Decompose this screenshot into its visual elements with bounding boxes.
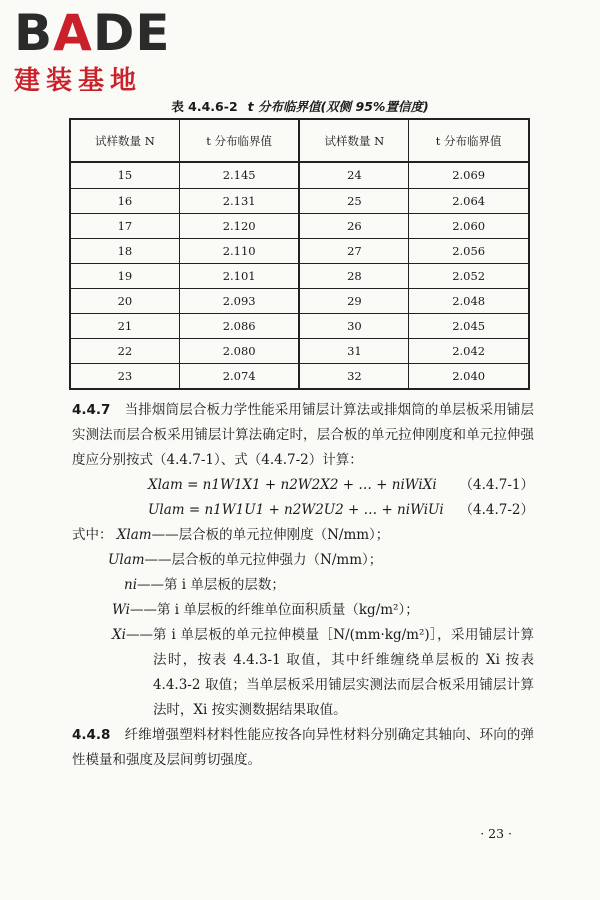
logo-letters-right: DE	[92, 4, 171, 62]
table-number: 表 4.4.6-2	[171, 99, 238, 114]
definition-row	[72, 573, 534, 598]
critical-value-cell: 2.040	[409, 363, 529, 389]
formula-expression: Xlam = n1W1X1 + n2W2X2 + … + niWiXi	[148, 477, 437, 493]
header-critical-value-right: t 分布临界值	[409, 119, 529, 162]
table-header-row	[70, 119, 529, 162]
clause-number: 4.4.8	[72, 727, 111, 743]
critical-value-cell: 2.074	[179, 363, 299, 389]
table-row	[70, 363, 529, 389]
symbol: Wi	[112, 602, 130, 618]
definition-dash: ——	[129, 602, 157, 618]
definition-dash: ——	[151, 527, 179, 543]
critical-value-cell: 2.120	[179, 213, 299, 238]
definition-dash: ——	[137, 577, 165, 593]
clause-number: 4.4.7	[72, 402, 111, 418]
sample-count-cell: 15	[70, 162, 179, 188]
formula-4-4-7-2	[72, 498, 534, 523]
clause-4-4-8	[72, 723, 534, 773]
definition-dash: ——	[125, 627, 153, 643]
body-text	[72, 398, 534, 773]
table-row	[70, 162, 529, 188]
sample-count-cell: 19	[70, 263, 179, 288]
sample-count-cell: 27	[299, 238, 408, 263]
critical-value-cell: 2.064	[409, 188, 529, 213]
logo-mark	[14, 4, 184, 62]
sample-count-cell: 18	[70, 238, 179, 263]
symbol-definitions	[72, 523, 534, 723]
critical-value-cell: 2.145	[179, 162, 299, 188]
definition-row	[72, 598, 534, 623]
table-row	[70, 263, 529, 288]
t-distribution-table	[69, 118, 530, 390]
definition-text: 第 i 单层板的纤维单位面积质量（kg/m²）；	[156, 602, 419, 618]
sample-count-cell: 28	[299, 263, 408, 288]
sample-count-cell: 24	[299, 162, 408, 188]
sample-count-cell: 29	[299, 288, 408, 313]
logo-subtitle: 建装基地	[14, 66, 143, 96]
critical-value-cell: 2.045	[409, 313, 529, 338]
logo-letters-left: B	[14, 4, 54, 62]
sample-count-cell: 22	[70, 338, 179, 363]
logo-letter-accent: A	[53, 4, 93, 62]
page-number: · 23 ·	[480, 826, 512, 841]
table-row	[70, 188, 529, 213]
definition-text: 层合板的单元拉伸刚度（N/mm）；	[178, 527, 390, 543]
table-caption	[0, 97, 600, 115]
clause-text: 当排烟筒层合板力学性能采用铺层计算法或排烟筒的单层板采用铺层实测法而层合板采用铺层计算法确定时，层合板的单元拉伸刚度和单元拉伸强度应分别按式（4.4.7-1）、式（4.4.7-2）计算：	[72, 402, 534, 468]
sample-count-cell: 21	[70, 313, 179, 338]
where-label: 式中：	[72, 527, 113, 543]
sample-count-cell: 16	[70, 188, 179, 213]
header-critical-value-left: t 分布临界值	[179, 119, 299, 162]
critical-value-cell: 2.080	[179, 338, 299, 363]
symbol: Xi	[112, 627, 126, 643]
symbol: Xlam	[116, 527, 152, 543]
critical-value-cell: 2.110	[179, 238, 299, 263]
definition-dash: ——	[144, 552, 172, 568]
definition-row	[72, 548, 534, 573]
critical-value-cell: 2.093	[179, 288, 299, 313]
critical-value-cell: 2.086	[179, 313, 299, 338]
critical-value-cell: 2.056	[409, 238, 529, 263]
sample-count-cell: 23	[70, 363, 179, 389]
table-row	[70, 313, 529, 338]
critical-value-cell: 2.069	[409, 162, 529, 188]
table-row	[70, 213, 529, 238]
sample-count-cell: 26	[299, 213, 408, 238]
formula-number: （4.4.7-1）	[459, 477, 534, 493]
symbol: Ulam	[108, 552, 145, 568]
critical-value-cell: 2.048	[409, 288, 529, 313]
sample-count-cell: 32	[299, 363, 408, 389]
formula-expression: Ulam = n1W1U1 + n2W2U2 + … + niWiUi	[148, 502, 444, 518]
table-row	[70, 238, 529, 263]
critical-value-cell: 2.042	[409, 338, 529, 363]
definition-row	[72, 623, 534, 723]
definition-text: 第 i 单层板的单元拉伸模量［N/(mm·kg/m²)］，采用铺层计算法时，按表 4.4.3-1 取值，其中纤维缠绕单层板的 Xi 按表 4.4.3-2 取值；当单层板采用铺层实测法而层合板采用铺层计算法时，Xi 按实测数据结果取值。	[152, 627, 534, 718]
clause-4-4-7	[72, 398, 534, 473]
definition-text: 层合板的单元拉伸强力（N/mm）；	[171, 552, 383, 568]
table-row	[70, 288, 529, 313]
sample-count-cell: 25	[299, 188, 408, 213]
definition-row	[117, 523, 390, 548]
header-sample-count-right: 试样数量 N	[299, 119, 408, 162]
table-title: t 分布临界值(双侧 95%置信度)	[247, 99, 429, 114]
sample-count-cell: 17	[70, 213, 179, 238]
header-sample-count-left: 试样数量 N	[70, 119, 179, 162]
clause-text: 纤维增强塑料材料性能应按各向异性材料分别确定其轴向、环向的弹性模量和强度及层间剪切强度。	[72, 727, 534, 768]
sample-count-cell: 31	[299, 338, 408, 363]
publisher-logo	[14, 4, 184, 97]
critical-value-cell: 2.131	[179, 188, 299, 213]
critical-value-cell: 2.052	[409, 263, 529, 288]
symbol: ni	[124, 577, 138, 593]
table-row	[70, 338, 529, 363]
sample-count-cell: 20	[70, 288, 179, 313]
critical-value-cell: 2.060	[409, 213, 529, 238]
formula-4-4-7-1	[72, 473, 534, 498]
definition-text: 第 i 单层板的层数；	[164, 577, 285, 593]
formula-number: （4.4.7-2）	[459, 502, 534, 518]
critical-value-cell: 2.101	[179, 263, 299, 288]
sample-count-cell: 30	[299, 313, 408, 338]
table-body	[70, 162, 529, 389]
